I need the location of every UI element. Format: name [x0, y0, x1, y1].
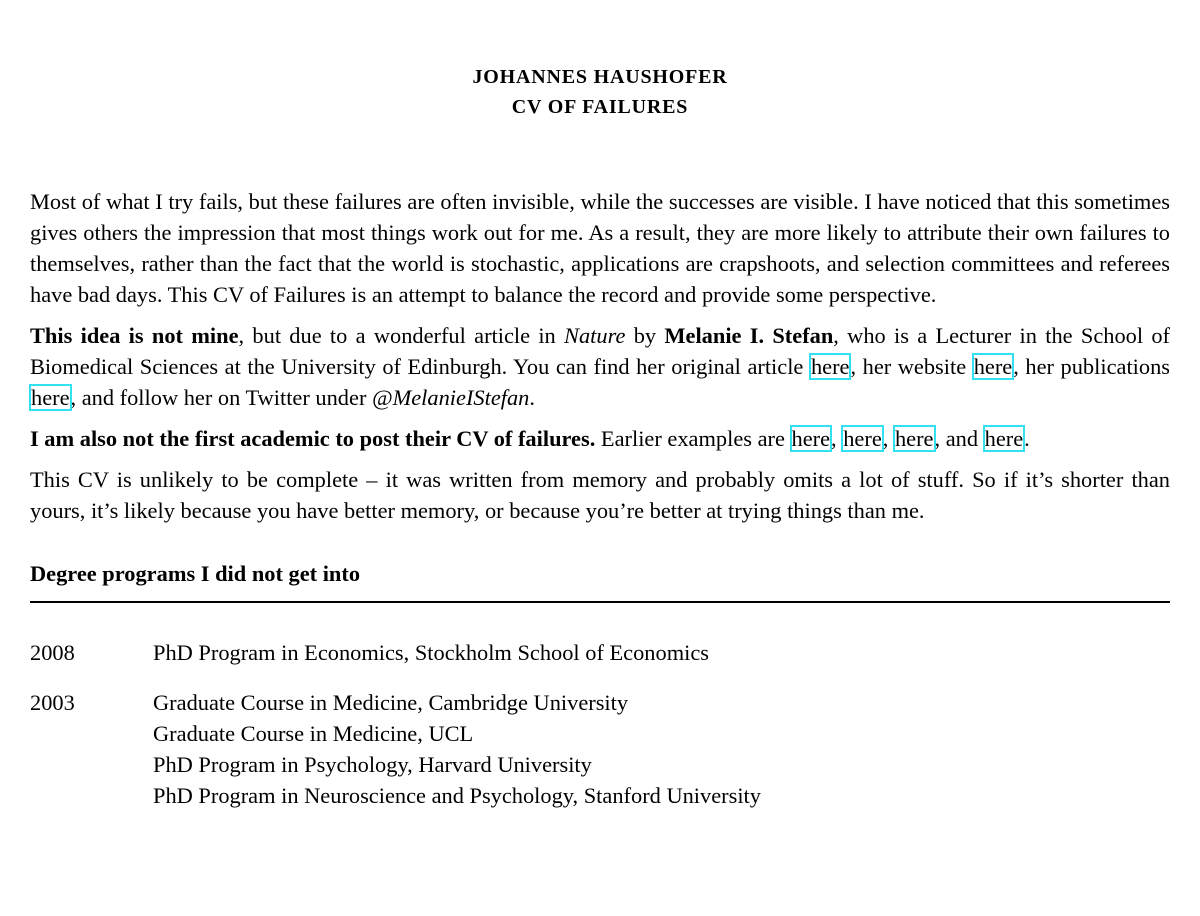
twitter-handle: @MelanieIStefan [372, 385, 530, 410]
entry-item: PhD Program in Psychology, Harvard University [153, 752, 592, 777]
examples-text-2: . [1024, 426, 1030, 451]
attribution-text-5: , her publications [1013, 354, 1170, 379]
section-title: Degree programs I did not get into [30, 561, 361, 586]
intro-paragraph: Most of what I try fails, but these failures are often invisible, while the successes are visible. I have noticed that this sometimes gives others the impression that most things work out for me. As a result, they are more likely to attribute their own failures to themselves, rather than the fact that the world is stochastic, applications are crapshoots, and selection committees and referees have bad days. This CV of Failures is an attempt to balance the record and provide some perspective. [30, 189, 1170, 307]
entry-row [30, 687, 1170, 811]
entries-list [30, 637, 1170, 811]
entry-year: 2008 [30, 640, 75, 665]
examples-separator-2: , [882, 426, 894, 451]
attribution-lead: This idea is not mine [30, 323, 239, 348]
example-link-4[interactable]: here [984, 426, 1024, 451]
examples-text-1: Earlier examples are [595, 426, 791, 451]
attribution-text-7: . [529, 385, 535, 410]
article-link[interactable]: here [810, 354, 850, 379]
examples-separator-3: , and [934, 426, 984, 451]
example-link-1[interactable]: here [791, 426, 831, 451]
publications-link[interactable]: here [31, 385, 70, 410]
website-link[interactable]: here [973, 354, 1013, 379]
attribution-paragraph [30, 320, 1170, 413]
attribution-text-6: , and follow her on Twitter under [70, 385, 372, 410]
author-name: JOHANNES HAUSHOFER [472, 66, 728, 88]
entry-items [153, 687, 761, 811]
attribution-text-1: , but due to a wonderful article in [238, 323, 565, 348]
attribution-text-3: , who is a Lecturer in the School of Biomedical Sciences at the University of Edinburgh. You can find her original article [30, 323, 1170, 379]
entry-item: Graduate Course in Medicine, Cambridge University [153, 690, 629, 715]
examples-separator-1: , [831, 426, 843, 451]
section-divider [30, 601, 1170, 603]
attribution-text-2: by [625, 323, 665, 348]
entry-year: 2003 [30, 690, 75, 715]
disclaimer-paragraph: This CV is unlikely to be complete – it was written from memory and probably omits a lot of stuff. So if it’s shorter than yours, it’s likely because you have better memory, or because you’re better at trying things than me. [30, 467, 1170, 523]
examples-lead: I am also not the first academic to post their CV of failures. [30, 426, 596, 451]
example-link-3[interactable]: here [894, 426, 934, 451]
journal-name: Nature [564, 323, 626, 348]
document-subtitle: CV OF FAILURES [511, 96, 689, 118]
example-link-2[interactable]: here [843, 426, 882, 451]
entry-item: Graduate Course in Medicine, UCL [153, 721, 474, 746]
entry-row [30, 637, 1170, 668]
entry-item: PhD Program in Neuroscience and Psychology, Stanford University [153, 783, 761, 808]
document-header [30, 62, 1170, 122]
cv-page [30, 0, 1170, 830]
referenced-author: Melanie I. Stefan [664, 323, 834, 348]
attribution-text-4: , her website [850, 354, 973, 379]
entry-item: PhD Program in Economics, Stockholm School of Economics [153, 640, 709, 665]
examples-paragraph [30, 423, 1170, 454]
entry-items [153, 637, 709, 668]
